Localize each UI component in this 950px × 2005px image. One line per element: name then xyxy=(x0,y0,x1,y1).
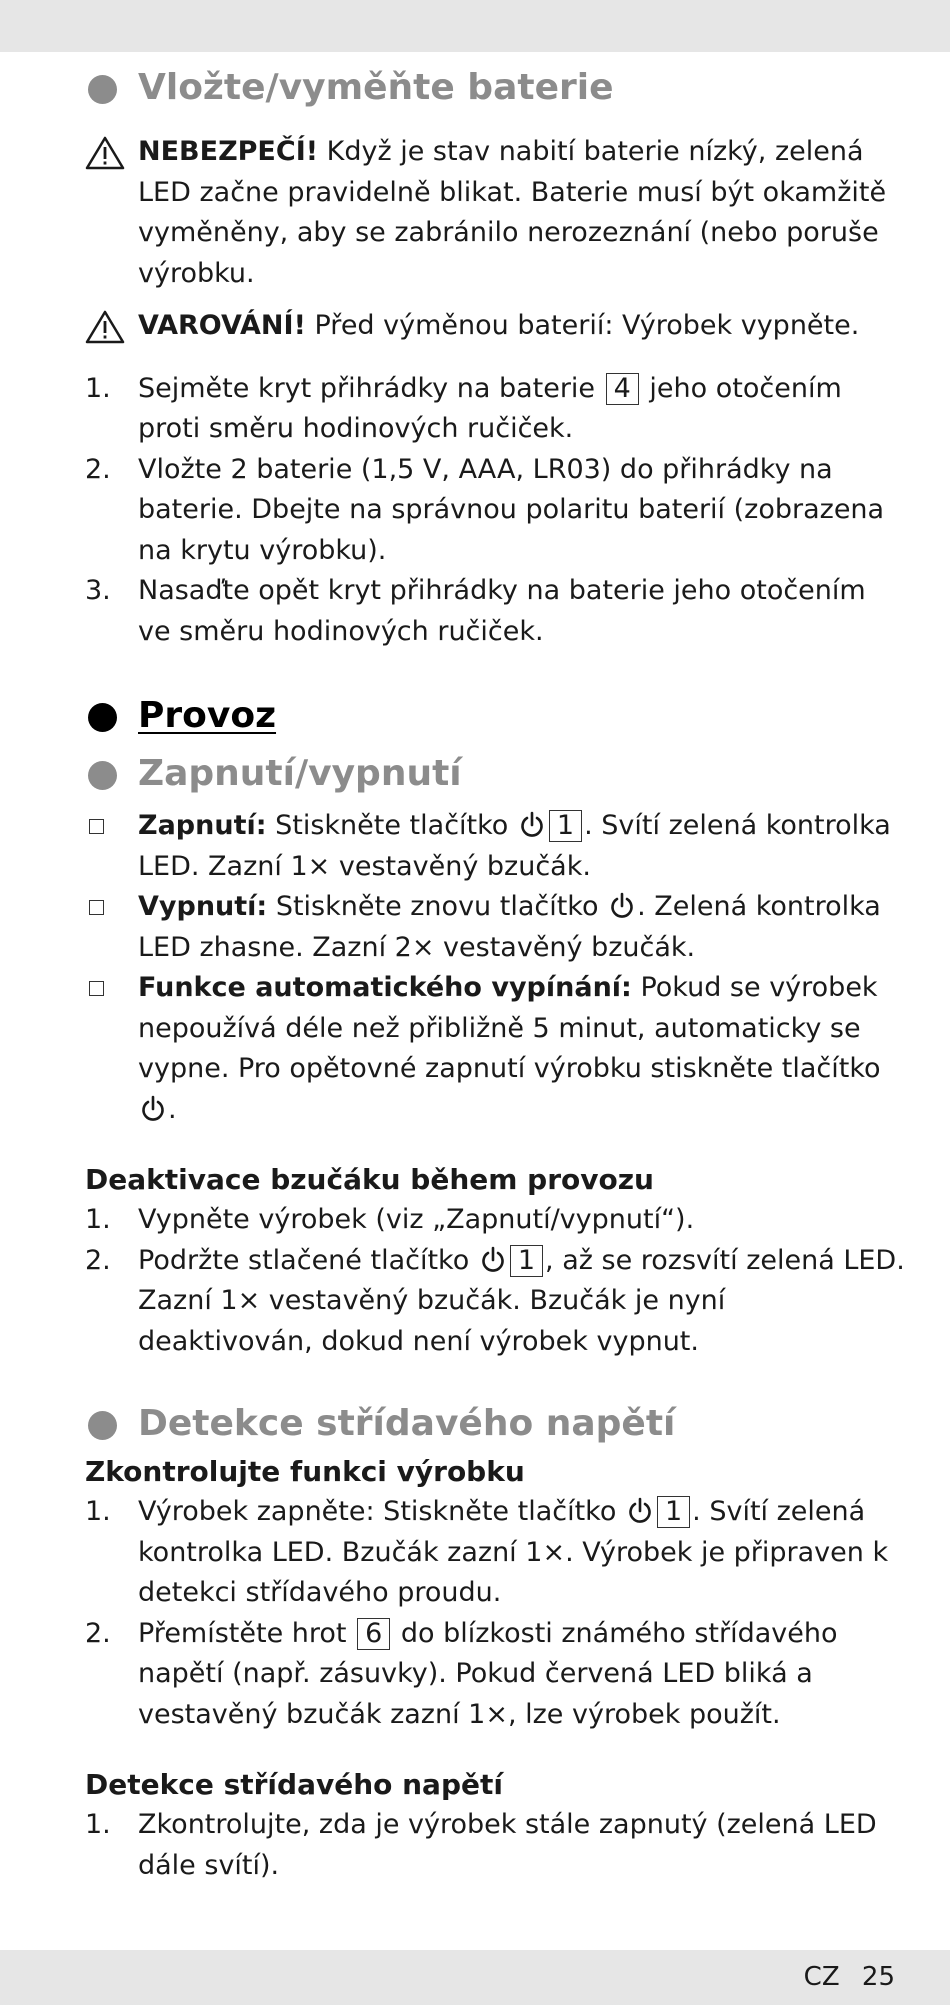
page-number: 25 xyxy=(861,1962,895,1992)
section-heading-ac-detect xyxy=(85,1398,905,1450)
part-number-box: 1 xyxy=(657,1496,690,1528)
list-item xyxy=(85,1241,905,1363)
list-item xyxy=(85,1492,905,1614)
step-text: Podržte stlačené tlačítko xyxy=(138,1244,470,1276)
danger-label: NEBEZPEČÍ! xyxy=(138,136,319,167)
part-number-box: 1 xyxy=(510,1245,543,1277)
warning-triangle-icon xyxy=(85,136,125,170)
list-item xyxy=(85,806,905,887)
step-text: Zkontrolujte, zda je výrobek stále zapnutý (zelená LED dále svítí). xyxy=(138,1809,877,1881)
bullet-dot-icon xyxy=(88,1411,117,1440)
step-number: 1. xyxy=(85,372,111,404)
step-text: Vypněte výrobek (viz „Zapnutí/vypnutí“). xyxy=(138,1204,695,1235)
list-item xyxy=(85,968,905,1130)
danger-text: Když je stav nabití baterie nízký, zelená LED začne pravidelně blikat. Baterie musí být okamžitě vyměněny, aby se zabránilo nerozeznání (nebo poruše výrobku. xyxy=(138,136,887,289)
item-text: Stiskněte znovu tlačítko xyxy=(275,891,599,922)
heading-text: Zapnutí/vypnutí xyxy=(138,753,462,794)
subheading-detect: Detekce střídavého napětí xyxy=(85,1768,503,1801)
heading-text: Provoz xyxy=(138,695,277,736)
heading-text: Vložte/vyměňte baterie xyxy=(138,67,614,108)
section-heading-battery xyxy=(85,62,905,114)
buzzer-steps xyxy=(85,1200,905,1362)
bullet-dot-icon xyxy=(88,761,117,790)
warning-notice xyxy=(85,306,905,347)
top-bar xyxy=(0,0,950,52)
step-text: jeho otočením proti směru hodinových ručiček. xyxy=(138,372,842,444)
power-icon xyxy=(140,1095,166,1123)
step-number: 1. xyxy=(85,1204,111,1235)
page-content xyxy=(85,62,905,1886)
warning-triangle-icon xyxy=(85,310,125,344)
language-code: CZ xyxy=(803,1962,840,1992)
power-icon xyxy=(519,811,545,839)
onoff-items xyxy=(85,806,905,1130)
check-steps xyxy=(85,1492,905,1735)
part-number-box: 4 xyxy=(606,373,639,405)
bullet-dot-icon xyxy=(88,75,117,104)
list-item xyxy=(85,369,905,450)
step-text: Nasaďte opět kryt přihrádky na baterie jeho otočením ve směru hodinových ručiček. xyxy=(138,575,866,647)
step-number: 2. xyxy=(85,1617,111,1649)
power-icon xyxy=(480,1246,506,1274)
item-label: Vypnutí: xyxy=(138,891,268,922)
part-number-box: 6 xyxy=(357,1618,390,1650)
item-label: Funkce automatického vypínání: xyxy=(138,972,632,1003)
bullet-dot-icon xyxy=(88,703,117,732)
section-heading-onoff xyxy=(85,748,905,800)
step-number: 1. xyxy=(85,1809,111,1840)
step-number: 2. xyxy=(85,1244,111,1276)
step-number: 1. xyxy=(85,1496,111,1527)
step-number: 2. xyxy=(85,453,111,485)
item-text: Pokud se výrobek nepoužívá déle než přibližně 5 minut, automaticky se vypne. Pro opětovné zapnutí výrobku stiskněte tlačítko xyxy=(138,972,881,1084)
item-text: . xyxy=(168,1093,177,1125)
step-number: 3. xyxy=(85,575,111,606)
battery-steps xyxy=(85,369,905,653)
step-text: , až se rozsvítí zelená LED. Zazní 1× vestavěný bzučák. Bzučák je nyní deaktivován, dokud není výrobek vypnut. xyxy=(138,1244,905,1357)
detect-steps xyxy=(85,1805,905,1886)
power-icon xyxy=(627,1497,653,1525)
item-text: . Svítí zelená kontrolka LED. Zazní 1× vestavěný bzučák. xyxy=(138,810,891,882)
list-item xyxy=(85,1805,905,1886)
checkbox-square-icon xyxy=(89,819,104,834)
list-item xyxy=(85,887,905,968)
warning-text: Před výměnou baterií: Výrobek vypněte. xyxy=(314,310,860,341)
subheading-buzzer: Deaktivace bzučáku během provozu xyxy=(85,1163,654,1196)
list-item xyxy=(85,1200,905,1241)
item-text: Stiskněte tlačítko xyxy=(275,810,509,841)
step-text: Vložte 2 baterie (1,5 V, AAA, LR03) do přihrádky na baterie. Dbejte na správnou polaritu baterií (zobrazena na krytu výrobku). xyxy=(138,453,885,566)
heading-text: Detekce střídavého napětí xyxy=(138,1403,676,1444)
step-text: Výrobek zapněte: Stiskněte tlačítko xyxy=(138,1496,617,1527)
item-text: . Zelená kontrolka LED zhasne. Zazní 2× vestavěný bzučák. xyxy=(138,891,881,963)
step-text: Přemístěte hrot xyxy=(138,1617,347,1649)
part-number-box: 1 xyxy=(549,810,582,842)
list-item xyxy=(85,571,905,652)
page-footer xyxy=(804,1962,895,1992)
checkbox-square-icon xyxy=(89,900,104,915)
danger-notice xyxy=(85,132,905,294)
subheading-check: Zkontrolujte funkci výrobku xyxy=(85,1455,525,1488)
step-text: . Svítí zelená kontrolka LED. Bzučák zazní 1×. Výrobek je připraven k detekci střídavého proudu. xyxy=(138,1496,889,1608)
step-text: do blízkosti známého střídavého napětí (např. zásuvky). Pokud červená LED bliká a vestavěný bzučák zazní 1×, lze výrobek použít. xyxy=(138,1617,838,1730)
section-heading-operation xyxy=(85,690,905,742)
warning-label: VAROVÁNÍ! xyxy=(138,310,306,341)
item-label: Zapnutí: xyxy=(138,810,267,841)
step-text: Sejměte kryt přihrádky na baterie xyxy=(138,372,596,404)
checkbox-square-icon xyxy=(89,981,104,996)
list-item xyxy=(85,450,905,572)
list-item xyxy=(85,1614,905,1736)
power-icon xyxy=(609,892,635,920)
